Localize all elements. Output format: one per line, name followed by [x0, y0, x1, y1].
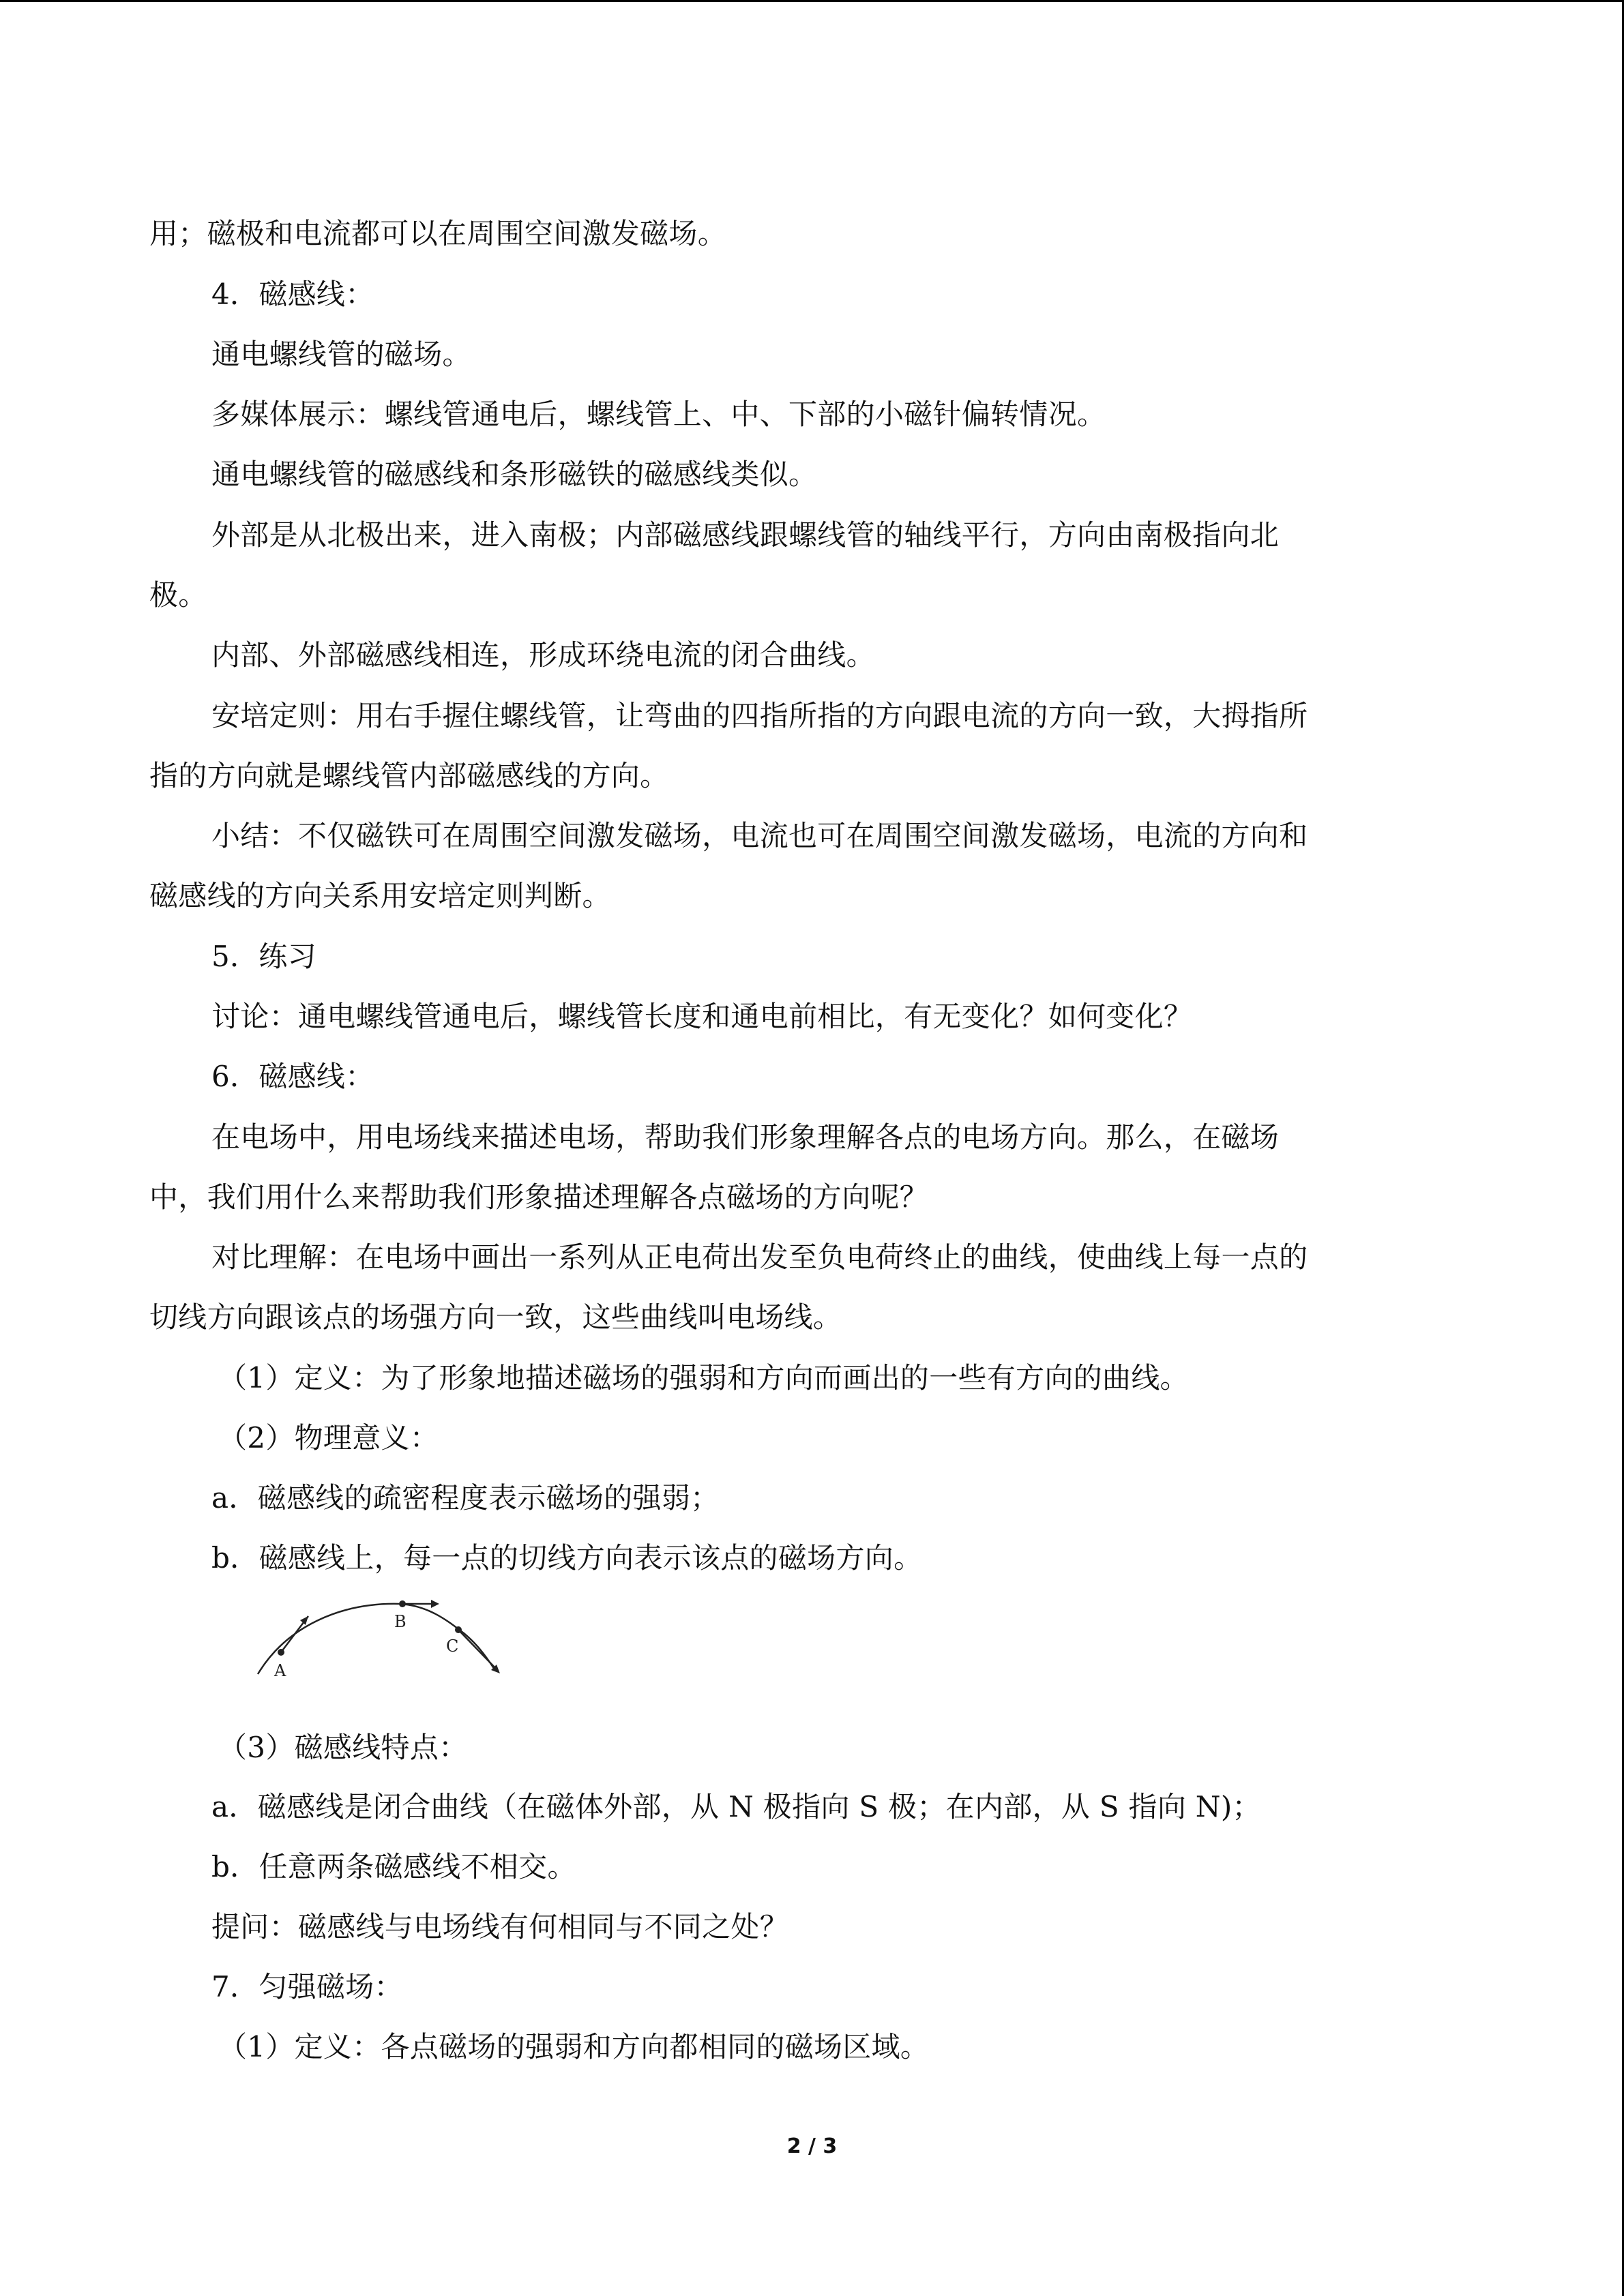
text-line: 切线方向跟该点的场强方向一致，这些曲线叫电场线。: [149, 1300, 842, 1334]
text-line: 中，我们用什么来帮助我们形象描述理解各点磁场的方向呢？: [149, 1180, 929, 1214]
section-heading-4: 4．磁感线：: [211, 278, 374, 311]
text-line: 内部、外部磁感线相连，形成环绕电流的闭合曲线。: [211, 638, 875, 672]
point-c-label: C: [446, 1637, 459, 1656]
list-item: a．磁感线的疏密程度表示磁场的强弱；: [211, 1481, 720, 1515]
field-curve: [258, 1604, 494, 1674]
text-line: 极。: [149, 578, 207, 612]
definition-line: （1）定义：各点磁场的强弱和方向都相同的磁场区域。: [218, 2030, 930, 2063]
arrowhead-b: [431, 1600, 439, 1608]
text-line: 磁感线的方向关系用安培定则判断。: [149, 879, 611, 912]
list-item: b．磁感线上，每一点的切线方向表示该点的磁场方向。: [211, 1541, 923, 1575]
text-line: 通电螺线管的磁场。: [211, 338, 471, 371]
point-b: [399, 1600, 406, 1607]
text-line: 通电螺线管的磁感线和条形磁铁的磁感线类似。: [211, 458, 818, 491]
list-item: a．磁感线是闭合曲线（在磁体外部，从 N 极指向 S 极；在内部，从 S 指向 N)；: [211, 1790, 1261, 1823]
text-line: 对比理解：在电场中画出一系列从正电荷出发至负电荷终止的曲线，使曲线上每一点的: [211, 1240, 1308, 1274]
text-line: （2）物理意义：: [218, 1421, 439, 1455]
text-line: 外部是从北极出来，进入南极；内部磁感线跟螺线管的轴线平行，方向由南极指向北: [211, 518, 1280, 552]
text-line: 指的方向就是螺线管内部磁感线的方向。: [149, 759, 669, 792]
point-a: [278, 1649, 284, 1656]
tangent-arrow-c: [458, 1630, 498, 1671]
section-heading-6: 6．磁感线：: [211, 1060, 374, 1093]
question-line: 提问：磁感线与电场线有何相同与不同之处？: [211, 1910, 789, 1943]
section-heading-7: 7．匀强磁场：: [211, 1970, 403, 2003]
page-number: 2 / 3: [786, 2134, 838, 2158]
text-line: 多媒体展示：螺线管通电后，螺线管上、中、下部的小磁针偏转情况。: [211, 398, 1106, 431]
point-a-label: A: [274, 1661, 286, 1680]
definition-line: （1）定义：为了形象地描述磁场的强弱和方向而画出的一些有方向的曲线。: [218, 1361, 1189, 1395]
text-line: 安培定则：用右手握住螺线管，让弯曲的四指所指的方向跟电流的方向一致，大拇指所: [211, 699, 1308, 732]
text-line: 在电场中，用电场线来描述电场，帮助我们形象理解各点的电场方向。那么，在磁场: [211, 1120, 1280, 1154]
point-c: [455, 1626, 462, 1633]
text-line: （3）磁感线特点：: [218, 1731, 468, 1764]
top-border-line: [0, 0, 1624, 2]
magnetic-field-line-figure: [246, 1589, 518, 1691]
text-line: 用；磁极和电流都可以在周围空间激发磁场。: [149, 217, 727, 250]
text-line: 讨论：通电螺线管通电后，螺线管长度和通电前相比，有无变化？如何变化？: [211, 1000, 1193, 1033]
summary-line: 小结：不仅磁铁可在周围空间激发磁场，电流也可在周围空间激发磁场，电流的方向和: [211, 819, 1308, 852]
point-b-label: B: [394, 1612, 407, 1631]
section-heading-5: 5．练习: [211, 940, 316, 973]
list-item: b．任意两条磁感线不相交。: [211, 1850, 576, 1883]
arrowhead-a: [300, 1616, 308, 1625]
